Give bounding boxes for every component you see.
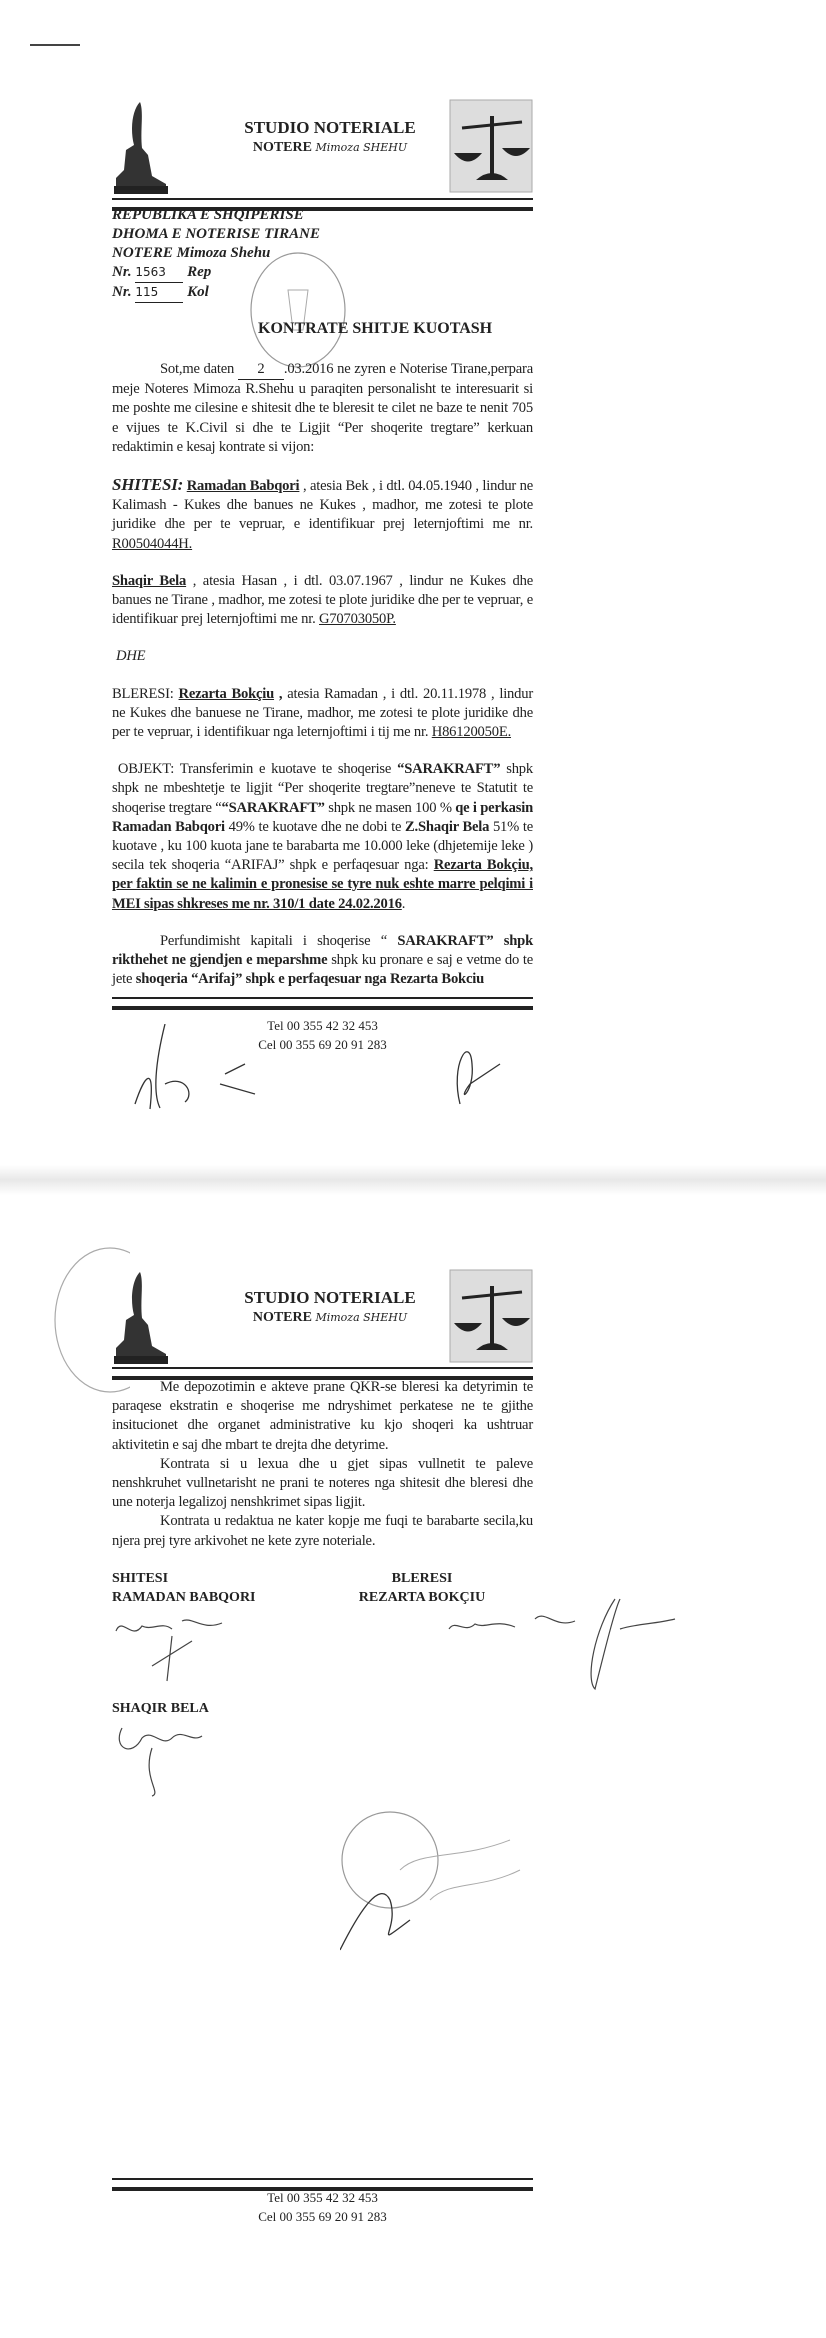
studio-title-page2: STUDIO NOTERIALE xyxy=(244,1288,416,1307)
reading-paragraph: Kontrata si u lexua dhe u gjet sipas vullnetit te paleve nenshkruhet vullnetarisht ne prani te noteres nga shitesit dhe bleresi dhe une noterja legalizoj nenshkrimet sipas ligjit. xyxy=(112,1455,533,1511)
signature-buyer xyxy=(450,1034,510,1110)
notary-subtitle: NOTERE Mimoza SHEHU xyxy=(252,140,408,155)
office-block: REPUBLIKA E SHQIPERISE DHOMA E NOTERISE TIRANE NOTERE Mimoza Shehu Nr. 1563 Rep Nr. 115 Kol xyxy=(112,206,320,303)
signature-area xyxy=(112,1569,533,1699)
deposit-paragraph: Me depozotimin e akteve prane QKR-se bleresi ka detyrimin te paraqese ekstratin e shoqerise me ndryshimet perkatese ne te gjithe insitucionet dhe organet administrative ku kjo shoqeri ka ushtruar aktivitetin e saj dhe mbart te drejta dhe detyrime. xyxy=(112,1379,533,1453)
footer-contacts: Tel 00 355 42 32 453 Cel 00 355 69 20 91 283 xyxy=(258,1018,387,1053)
seller-signature-block: SHITESI RAMADAN BABQORI xyxy=(112,1570,256,1605)
notary-stamp-icon-page2 xyxy=(112,1270,170,1366)
scales-of-justice-icon xyxy=(448,98,534,194)
intro-paragraph: Sot,me daten 2 .03.2016 ne zyren e Noterise Tirane,perpara meje Noteres Mimoza R.Shehu u paraqiten personalisht te interesuarit si me poshte me cilesine e shitesit dhe te bleresit te cilet ne baze te nenit 705 e vijues te K.Civil si dhe te Ligjit “Per shoqerite tregtare” kerkuan redaktimin e kesaj kontrate si vijon: xyxy=(112,361,533,455)
contract-title: KONTRATE SHITJE KUOTASH xyxy=(258,320,493,337)
official-seal-stamp xyxy=(248,250,348,370)
footer-area xyxy=(112,1010,533,1110)
page-break xyxy=(0,1165,826,1195)
page1-body xyxy=(112,360,533,1110)
signature-rezarta xyxy=(445,1589,685,1699)
final-paragraph: Perfundimisht kapitali i shoqerise “ SARAKRAFT” shpk rikthehet ne gjendjen e meparshme shpk ku pronare e saj e vetme do te jete shoqeria “Arifaj” shpk e perfaqesuar nga Rezarta Bokciu xyxy=(112,932,533,988)
object-paragraph: OBJEKT: Transferimin e kuotave te shoqerise “SARAKRAFT” shpk shpk ne mbeshtetje te ligjit “Per shoqerite tregtare”neneve te Statutit te shoqerise tregtare ““SARAKRAFT” shpk ne masen 100 % qe i perkasin Ramadan Babqori 49% te kuotave dhe ne dobi te Z.Shaqir Bela 51% te kuotave , ku 100 kuota jane te barabarta me 10.000 leke (dhjetemije leke ) secila tek shoqeria “ARIFAJ” shpk e perfaqesuar nga: Rezarta Bokçiu, per faktin se ne kalimin e pronesise se tyre nuk eshte marre pelqimi i MEI sipas shkreses me nr. 310/1 date 24.02.2016. xyxy=(112,761,533,912)
notary-subtitle-page2: NOTERE Mimoza SHEHU xyxy=(252,1310,408,1325)
rep-number: 1563 xyxy=(135,263,183,283)
signature-ramadan xyxy=(112,1611,272,1691)
notary-seal-and-signature xyxy=(340,1800,540,1960)
studio-title: STUDIO NOTERIALE xyxy=(244,118,416,137)
scan-mark xyxy=(30,44,80,46)
signature-shaqir xyxy=(112,1718,212,1798)
and-label: DHE xyxy=(116,648,146,665)
seller1-paragraph: SHITESI: Ramadan Babqori , atesia Bek , i dtl. 04.05.1940 , lindur ne Kalimash - Kukes dhe banues ne Kukes , madhor, me zotesi te plote juridike dhe per te vepruar, e identifikuar prej leternjoftimi me nr. R00504044H. xyxy=(112,475,534,552)
page2-body xyxy=(112,1378,533,1798)
seller2-paragraph: Shaqir Bela , atesia Hasan , i dtl. 03.07.1967 , lindur ne Kukes dhe banues ne Tirane , madhor, me zotesi te plote juridike dhe per te vepruar, e identifikuar prej leternjoftimi me nr. G70703050P. xyxy=(112,572,533,628)
footer-divider xyxy=(112,997,533,1010)
scales-of-justice-icon-page2 xyxy=(448,1268,534,1364)
footer-contacts-page2: Tel 00 355 42 32 453 Cel 00 355 69 20 91 283 xyxy=(258,2190,387,2224)
kol-number: 115 xyxy=(135,283,183,303)
notary-stamp-icon xyxy=(112,100,170,196)
seller2-signature-block: SHAQIR BELA xyxy=(112,1700,209,1716)
copies-paragraph: Kontrata u redaktua ne kater kopje me fuqi te barabarte secila,ku njera prej tyre arkivohet ne kete zyre noteriale. xyxy=(112,1513,533,1549)
buyer-signature-block: BLERESI REZARTA BOKÇIU xyxy=(358,1570,486,1605)
buyer-paragraph: BLERESI: Rezarta Bokçiu , atesia Ramadan , i dtl. 20.11.1978 , lindur ne Kukes dhe banuese ne Tirane, madhor, me zotesi te plote juridike dhe per te vepruar, i identifikuar nga leternjoftimi i tij me nr. H86120050E. xyxy=(112,685,533,741)
